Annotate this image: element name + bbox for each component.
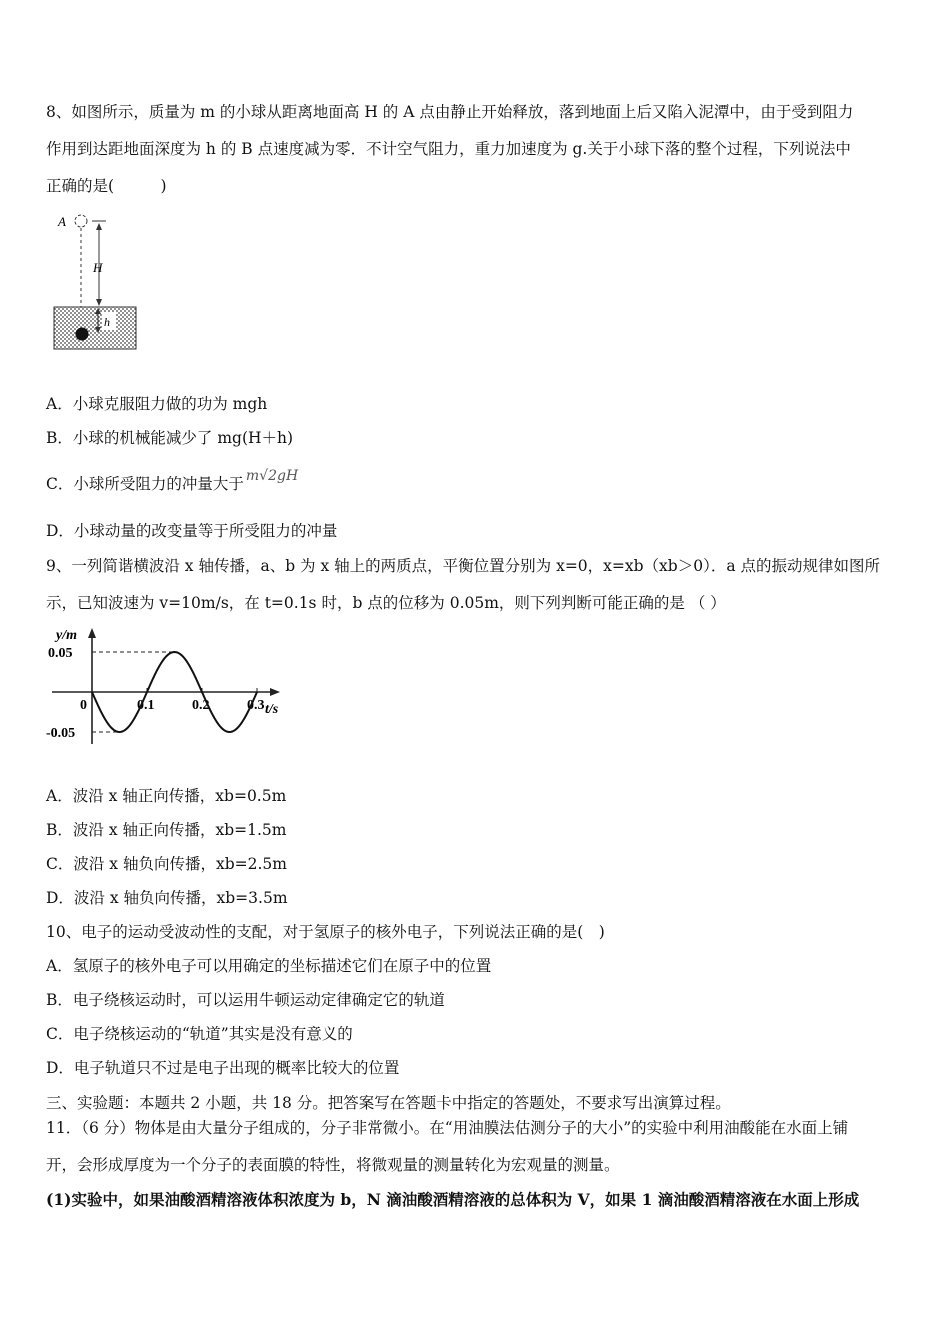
q10-option-a: A．氢原子的核外电子可以用确定的坐标描述它们在原子中的位置 bbox=[46, 957, 492, 975]
q10-stem: 10、电子的运动受波动性的支配，对于氢原子的核外电子，下列说法正确的是( ) bbox=[46, 923, 605, 941]
q8-ball-end bbox=[76, 328, 89, 341]
q9-option-c: C．波沿 x 轴负向传播，xb=2.5m bbox=[46, 855, 287, 873]
q8-height-arrow-head-up bbox=[96, 223, 102, 230]
y-axis-arrow bbox=[88, 628, 96, 638]
q8-figure-label-small-h: h bbox=[104, 315, 110, 329]
q9-option-d: D．波沿 x 轴负向传播，xb=3.5m bbox=[46, 889, 288, 907]
q8-option-d: D．小球动量的改变量等于所受阻力的冲量 bbox=[46, 522, 338, 540]
section-3-heading: 三、实验题：本题共 2 小题，共 18 分。把答案写在答题卡中指定的答题处，不要求写出演算过程。 bbox=[46, 1094, 731, 1112]
q9-vibration-chart bbox=[44, 622, 292, 750]
q8-figure-label-a: A bbox=[58, 214, 66, 229]
q8-ball-start-outline bbox=[75, 215, 87, 227]
q8-stem-line-1: 8、如图所示，质量为 m 的小球从距离地面高 H 的 A 点由静止开始释放，落到地面上后又陷入泥潭中，由于受到阻力 bbox=[46, 103, 854, 121]
q8-stem-line-3: 正确的是( ) bbox=[46, 177, 167, 195]
q8-option-a: A．小球克服阻力做的功为 mgh bbox=[46, 395, 268, 413]
q10-option-d: D．电子轨道只不过是电子出现的概率比较大的位置 bbox=[46, 1059, 400, 1077]
q8-option-c bbox=[46, 468, 299, 495]
x-axis-arrow bbox=[270, 688, 280, 696]
q8-height-arrow-head-down bbox=[96, 299, 102, 306]
x-tick-label: 0.2 bbox=[192, 698, 210, 713]
q11-line-3: (1)实验中，如果油酸酒精溶液体积浓度为 b，N 滴油酸酒精溶液的总体积为 V，如果 1 滴油酸酒精溶液在水面上形成 bbox=[46, 1190, 860, 1209]
y-tick-label-max: 0.05 bbox=[48, 646, 73, 661]
q9-option-a: A．波沿 x 轴正向传播，xb=0.5m bbox=[46, 787, 287, 805]
q8-figure bbox=[50, 208, 150, 358]
y-tick-label-min: -0.05 bbox=[46, 726, 76, 741]
q8-stem-line-2: 作用到达距地面深度为 h 的 B 点速度减为零．不计空气阻力，重力加速度为 g.关于小球下落的整个过程，下列说法中 bbox=[46, 140, 851, 158]
x-tick-label: 0.1 bbox=[137, 698, 155, 713]
q8-figure-label-big-h: H bbox=[93, 260, 103, 275]
q9-option-b: B．波沿 x 轴正向传播，xb=1.5m bbox=[46, 821, 287, 839]
x-axis-label: t/s bbox=[265, 702, 279, 717]
y-axis-label: y/m bbox=[56, 628, 77, 643]
q10-option-c: C．电子绕核运动的“轨道”其实是没有意义的 bbox=[46, 1025, 353, 1043]
q11-line-2: 开，会形成厚度为一个分子的表面膜的特性，将微观量的测量转化为宏观量的测量。 bbox=[46, 1156, 620, 1174]
q10-option-b: B．电子绕核运动时，可以运用牛顿运动定律确定它的轨道 bbox=[46, 991, 445, 1009]
q11-line-1: 11．（6 分）物体是由大量分子组成的，分子非常微小。在“用油膜法估测分子的大小”的实验中利用油酸能在水面上铺 bbox=[46, 1119, 849, 1137]
x-tick-label: 0.3 bbox=[247, 698, 265, 713]
q8-option-c-formula: m√2gH bbox=[245, 468, 299, 484]
x-tick-label: 0 bbox=[80, 698, 87, 713]
q8-option-c-text: C．小球所受阻力的冲量大于 bbox=[46, 475, 244, 493]
q8-option-b: B．小球的机械能减少了 mg(H＋h) bbox=[46, 429, 294, 447]
q9-stem-line-1: 9、一列简谐横波沿 x 轴传播，a、b 为 x 轴上的两质点，平衡位置分别为 x=0，x=xb（xb＞0）．a 点的振动规律如图所 bbox=[46, 557, 880, 575]
q9-stem-line-2: 示，已知波速为 v=10m/s，在 t=0.1s 时，b 点的位移为 0.05m，则下列判断可能正确的是 （ ） bbox=[46, 594, 726, 612]
q8-mud-pond bbox=[54, 307, 136, 349]
